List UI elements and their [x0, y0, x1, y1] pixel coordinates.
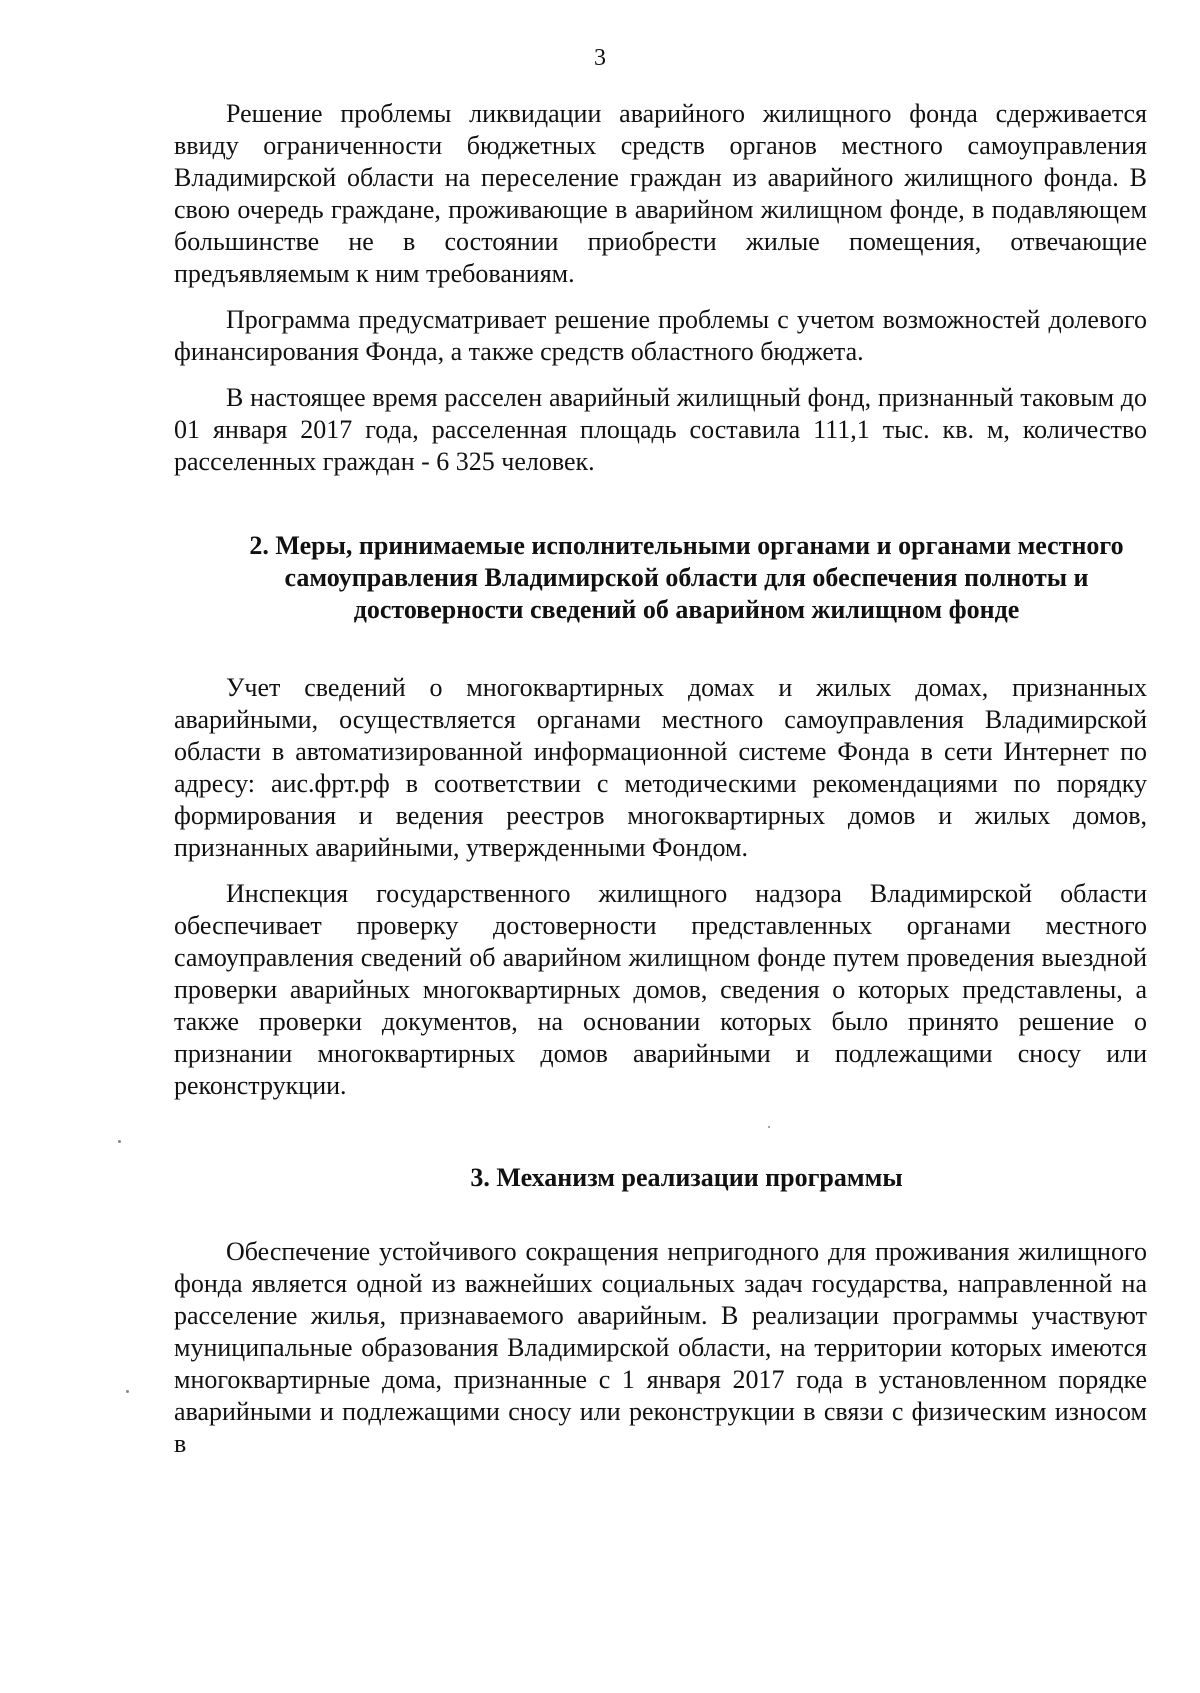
- paragraph: Учет сведений о многоквартирных домах и жилых домах, признанных аварийными, осуществляется органами местного самоуправления Владимирской области в автоматизированной информационной системе Фонда в сети Интернет по адресу: аис.фрт.рф в соответствии с методическими рекомендациями по порядку формирования и ведения реестров многоквартирных домов и жилых домов, признанных аварийными, утвержденными Фондом.: [174, 673, 1147, 862]
- section-2-text: [174, 672, 1147, 1102]
- paragraph: В настоящее время расселен аварийный жилищный фонд, признанный таковым до 01 января 2017 года, расселенная площадь составила 111,1 тыс. кв. м, количество расселенных граждан - 6 325 человек.: [174, 383, 1147, 476]
- scan-speck: [126, 1390, 129, 1393]
- paragraph: Решение проблемы ликвидации аварийного жилищного фонда сдерживается ввиду ограниченности бюджетных средств органов местного самоуправления Владимирской области на переселение граждан из аварийного жилищного фонда. В свою очередь граждане, проживающие в аварийном жилищном фонде, в подавляющем большинстве не в состоянии приобрести жилые помещения, отвечающие предъявляемым к ним требованиям.: [174, 99, 1147, 288]
- page-number: 3: [594, 45, 606, 71]
- paragraph: Программа предусматривает решение проблемы с учетом возможностей долевого финансирования Фонда, а также средств областного бюджета.: [174, 305, 1147, 366]
- section-3-text: [174, 1236, 1147, 1460]
- section-2-heading: 2. Меры, принимаемые исполнительными органами и органами местного самоуправления Владимирской области для обеспечения полноты и достоверности сведений об аварийном жилищном фонде: [249, 531, 1124, 624]
- paragraph: Инспекция государственного жилищного надзора Владимирской области обеспечивает проверку достоверности представленных органами местного самоуправления сведений об аварийном жилищном фонде путем проведения выездной проверки аварийных многоквартирных домов, сведения о которых представлены, а также проверки документов, на основании которых было принято решение о признании многоквартирных домов аварийными и подлежащими сносу или реконструкции.: [174, 879, 1147, 1100]
- section-3-heading: 3. Механизм реализации программы: [470, 1163, 903, 1192]
- intro-text: [174, 98, 1147, 478]
- scan-speck: [118, 1140, 121, 1143]
- scan-speck: [768, 1126, 770, 1128]
- paragraph: Обеспечение устойчивого сокращения непригодного для проживания жилищного фонда является одной из важнейших социальных задач государства, направленной на расселение жилья, признаваемого аварийным. В реализации программы участвуют муниципальные образования Владимирской области, на территории которых имеются многоквартирные дома, признанные с 1 января 2017 года в установленном порядке аварийными и подлежащими сносу или реконструкции в связи с физическим износом в: [174, 1237, 1147, 1458]
